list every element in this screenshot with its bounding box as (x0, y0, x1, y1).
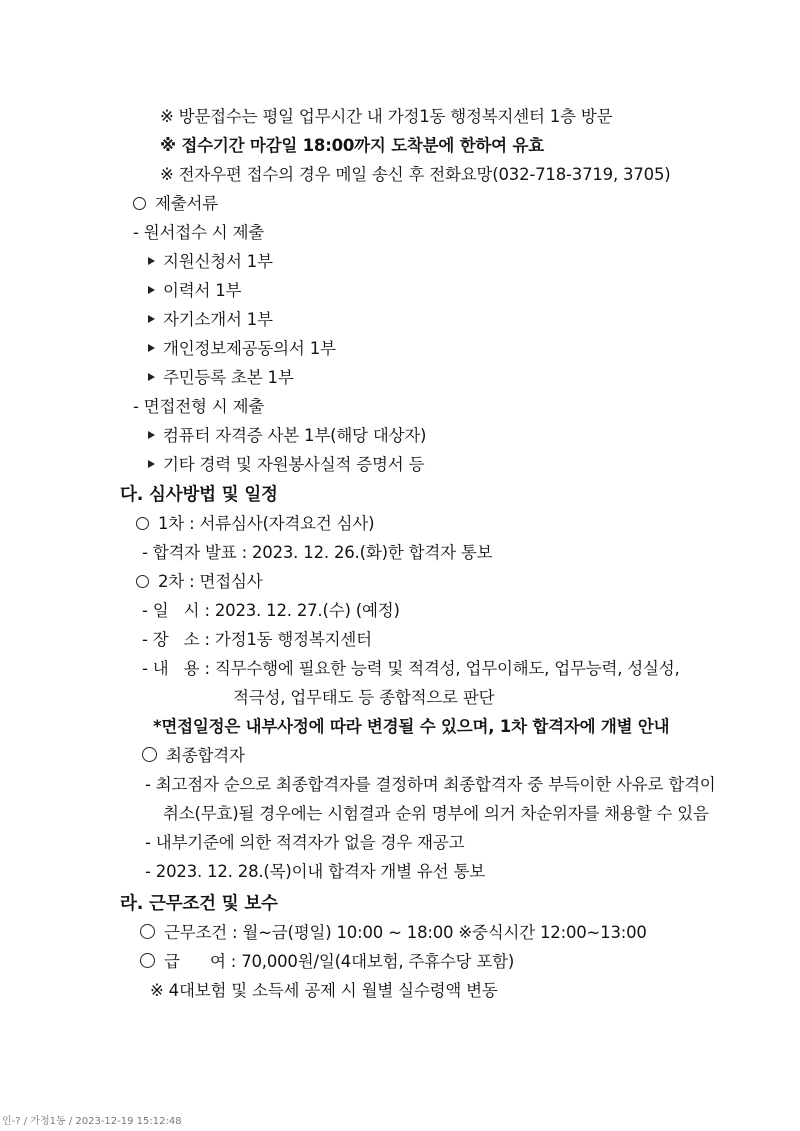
pay-text: 급 여 : 70,000원/일(4대보험, 주휴수당 포함) (164, 952, 515, 971)
final-rule-1: - 최고점자 순으로 최종합격자를 결정하며 최종합격자 중 부득이한 사유로 합격이 (145, 775, 716, 794)
triangle-bullet-icon (148, 431, 155, 439)
triangle-bullet-icon (148, 257, 155, 265)
final-heading (142, 745, 245, 767)
triangle-bullet-icon (148, 460, 155, 468)
final-heading-text: 최종합격자 (166, 746, 245, 765)
work-conditions-text: 근무조건 : 월~금(평일) 10:00 ~ 18:00 ※중식시간 12:00~13:00 (164, 923, 647, 942)
interview-date: - 일 시 : 2023. 12. 27.(수) (예정) (142, 601, 400, 620)
application-label: - 원서접수 시 제출 (133, 223, 265, 242)
final-rule-2: - 내부기준에 의한 적격자가 없을 경우 재공고 (145, 833, 465, 852)
list-item (148, 454, 424, 476)
interview-content: - 내 용 : 직무수행에 필요한 능력 및 적격성, 업무이해도, 업무능력, 성실성, (142, 659, 680, 678)
section-da-heading: 다. 심사방법 및 일정 (120, 485, 278, 505)
circle-icon (142, 747, 157, 762)
circle-icon (136, 517, 149, 530)
triangle-bullet-icon (148, 373, 155, 381)
list-item (148, 367, 294, 389)
note-deadline: ※ 접수기간 마감일 18:00까지 도착분에 한하여 유효 (160, 136, 544, 155)
documents-heading-text: 제출서류 (155, 194, 218, 213)
pay-note: ※ 4대보험 및 소득세 공제 시 월별 실수령액 변동 (150, 981, 498, 1000)
round1-text: 1차 : 서류심사(자격요건 심사) (158, 514, 375, 533)
note-visit: ※ 방문접수는 평일 업무시간 내 가정1동 행정복지센터 1층 방문 (160, 107, 613, 126)
list-item (148, 251, 273, 273)
circle-icon (136, 575, 149, 588)
list-item-text: 컴퓨터 자격증 사본 1부(해당 대상자) (163, 426, 427, 445)
triangle-bullet-icon (148, 315, 155, 323)
triangle-bullet-icon (148, 286, 155, 294)
list-item (148, 309, 273, 331)
list-item-text: 개인정보제공동의서 1부 (163, 339, 336, 358)
work-conditions (140, 922, 647, 944)
round2-text: 2차 : 면접심사 (158, 572, 263, 591)
circle-icon (133, 197, 146, 210)
list-item-text: 주민등록 초본 1부 (163, 368, 294, 387)
interview-place: - 장 소 : 가정1동 행정복지센터 (142, 630, 372, 649)
final-rule-1-cont: 취소(무효)될 경우에는 시험결과 순위 명부에 의거 차순위자를 채용할 수 있음 (163, 804, 709, 823)
final-rule-3: - 2023. 12. 28.(목)이내 합격자 개별 유선 통보 (145, 862, 485, 881)
circle-icon (140, 953, 155, 968)
interview-content-cont: 적극성, 업무태도 등 종합적으로 판단 (233, 688, 495, 707)
list-item-text: 지원신청서 1부 (163, 252, 273, 271)
list-item (148, 338, 336, 360)
round2 (136, 571, 262, 593)
print-footer: 인-? / 가정1동 / 2023-12-19 15:12:48 (2, 1116, 182, 1127)
list-item (148, 280, 241, 302)
documents-heading (133, 193, 218, 215)
pay (140, 951, 514, 973)
interview-label: - 면접전형 시 제출 (133, 397, 265, 416)
section-ra-heading: 라. 근무조건 및 보수 (120, 894, 278, 914)
round1-announce: - 합격자 발표 : 2023. 12. 26.(화)한 합격자 통보 (142, 543, 493, 562)
circle-icon (140, 924, 155, 939)
round1 (136, 513, 374, 535)
list-item-text: 이력서 1부 (163, 281, 242, 300)
list-item-text: 자기소개서 1부 (163, 310, 273, 329)
list-item-text: 기타 경력 및 자원봉사실적 증명서 등 (163, 455, 425, 474)
list-item (148, 425, 426, 447)
note-email: ※ 전자우편 접수의 경우 메일 송신 후 전화요망(032-718-3719, 3705) (160, 165, 671, 184)
triangle-bullet-icon (148, 344, 155, 352)
schedule-notice: *면접일정은 내부사정에 따라 변경될 수 있으며, 1차 합격자에 개별 안내 (153, 717, 670, 736)
